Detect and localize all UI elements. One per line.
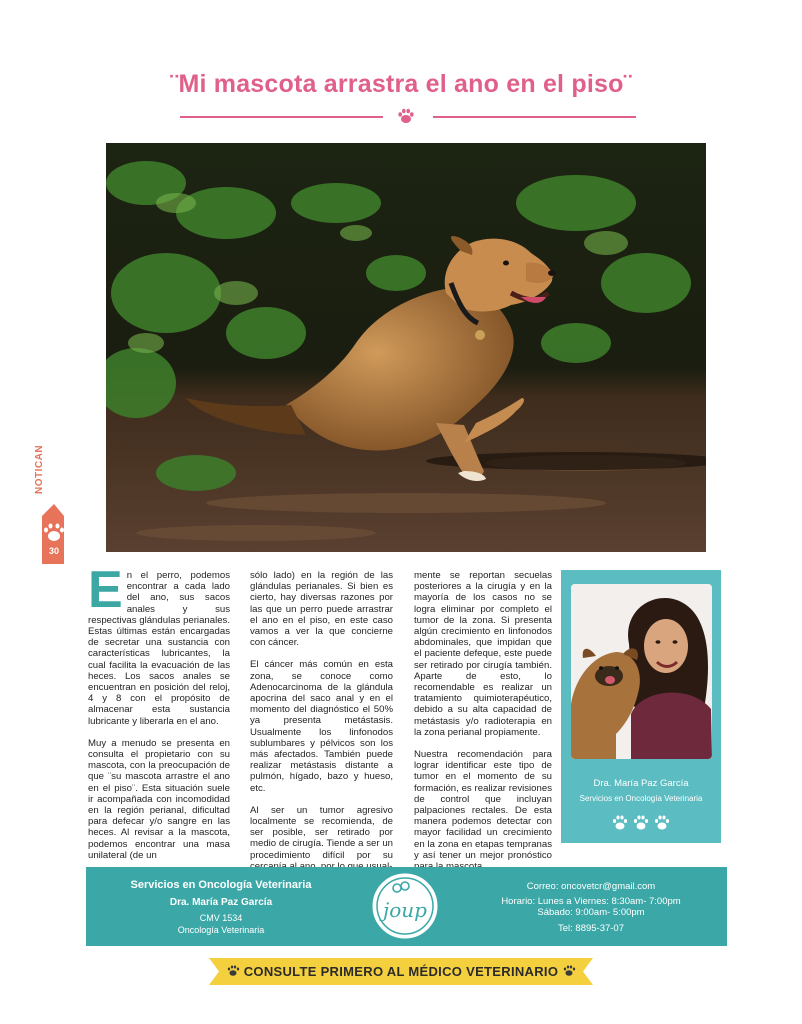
paragraph: mente se reportan secuelas posteriores a la cirugía y en la mayoría de los casos no se logra eliminar por completo el tumor de la zona. Si presenta algún crecimiento en linfonodos abdominales, que impidan que el paciente defeque, este puede ser retirado por cirugía también. Aparte de esto, lo recomendable es realizar un tratamiento quimioterapéutico, debido a su alta capacidad de metástasis y/o radioterapia en la zona perianal propiamente.: [414, 570, 552, 738]
logo-text: joup: [383, 898, 427, 922]
phone[interactable]: Tel: 8895-37-07: [557, 923, 625, 934]
article-title: ¨Mi mascota arrastra el ano en el piso¨: [169, 70, 633, 98]
paragraph: Muy a menudo se presenta en consulta el propietario con su mascota, con la preocupación de que ¨su mascota arrastre el ano en el piso¨. Esta situación suele ir acompañada con incomodidad en la región perianal, dificultad para defecar y/o sangre en las heces. Al revisar a la mascota, podemos encontrar una masa unilateral (de un: [88, 737, 230, 861]
contact-banner: [86, 867, 727, 946]
clinic-logo: [370, 871, 440, 941]
license-number: CMV 1534: [199, 913, 243, 923]
dog-photo: [106, 143, 706, 552]
paw-icon: [397, 108, 415, 124]
hours-saturday: Sábado: 9:00am- 5:00pm: [537, 907, 645, 918]
paragraph: Nuestra recomendación para lograr identificar este tipo de tumor en el momento de su formación, es realizar revisiones de control que incluyan palpaciones rectales. De esta manera podemos detectar con mayor facilidad un crecimiento en la zona en etapas tempranas y así tener un mejor pronóstico: [414, 749, 552, 861]
article-column-3: [414, 570, 552, 883]
email[interactable]: Correo: oncovetcr@gmail.com: [526, 881, 656, 892]
doctor-name: Dra. María Paz García: [169, 897, 273, 908]
section-label: NOTICAN: [34, 444, 45, 494]
title-rule-left: [180, 116, 383, 118]
article-column-1: [88, 561, 230, 872]
title-rule-right: [433, 116, 636, 118]
cta-text: CONSULTE PRIMERO AL MÉDICO VETERINARIO: [243, 964, 559, 979]
paragraph: El cáncer más común en esta zona, se conoce como Adenocarcinoma de la glándula apocrina del saco anal y en el momento del diagnóstico el 50% ya presenta metástasis. Usualmente los linfonodos sublumbares y pélvicos son los más afectados. También puede realizar metástasis distante a pulmón, hígado, bazo y hueso, etc.: [250, 659, 393, 794]
profile-role: Servicios en Oncología Veterinaria: [579, 794, 703, 803]
article-column-2: [250, 570, 393, 883]
paragraph: Al ser un tumor agresivo localmente se recomienda, de ser posible, ser retirado por medio de cirugía. Tiende a ser un procedimiento difícil por su: [250, 804, 393, 861]
doctor-photo: [571, 584, 712, 759]
paragraph: n el perro, podemos encontrar a cada lado del ano, sus sacos anales y sus respectivas glándulas perianales. Estas últimas están encargadas de secretar una sustancia con características lubricantes, la cual facilita la evacuación de las heces. Los sacos anales se encuentran en posición del reloj, 4 y 8 con el propósito de almacenar esta sustancia lubricante y liberarla en el ano.: [88, 570, 230, 727]
specialty: Oncología Veterinaria: [177, 925, 265, 935]
profile-card: [561, 570, 721, 843]
profile-name: Dra. María Paz García: [593, 778, 689, 789]
hours-weekdays: Horario: Lunes a Viernes: 8:30am- 7:00pm: [501, 896, 681, 907]
drop-cap: E: [88, 561, 123, 619]
page-number: 30: [48, 546, 59, 556]
paragraph: sólo lado) en la región de las glándulas perianales. Si bien es cierto, hay diversas razones por las que un perro puede arrastrar el ano en el piso, en este caso vamos a ver la que concierne con cáncer.: [250, 570, 393, 649]
paw-icon: [611, 814, 671, 832]
service-name: Servicios en Oncología Veterinaria: [130, 879, 312, 891]
